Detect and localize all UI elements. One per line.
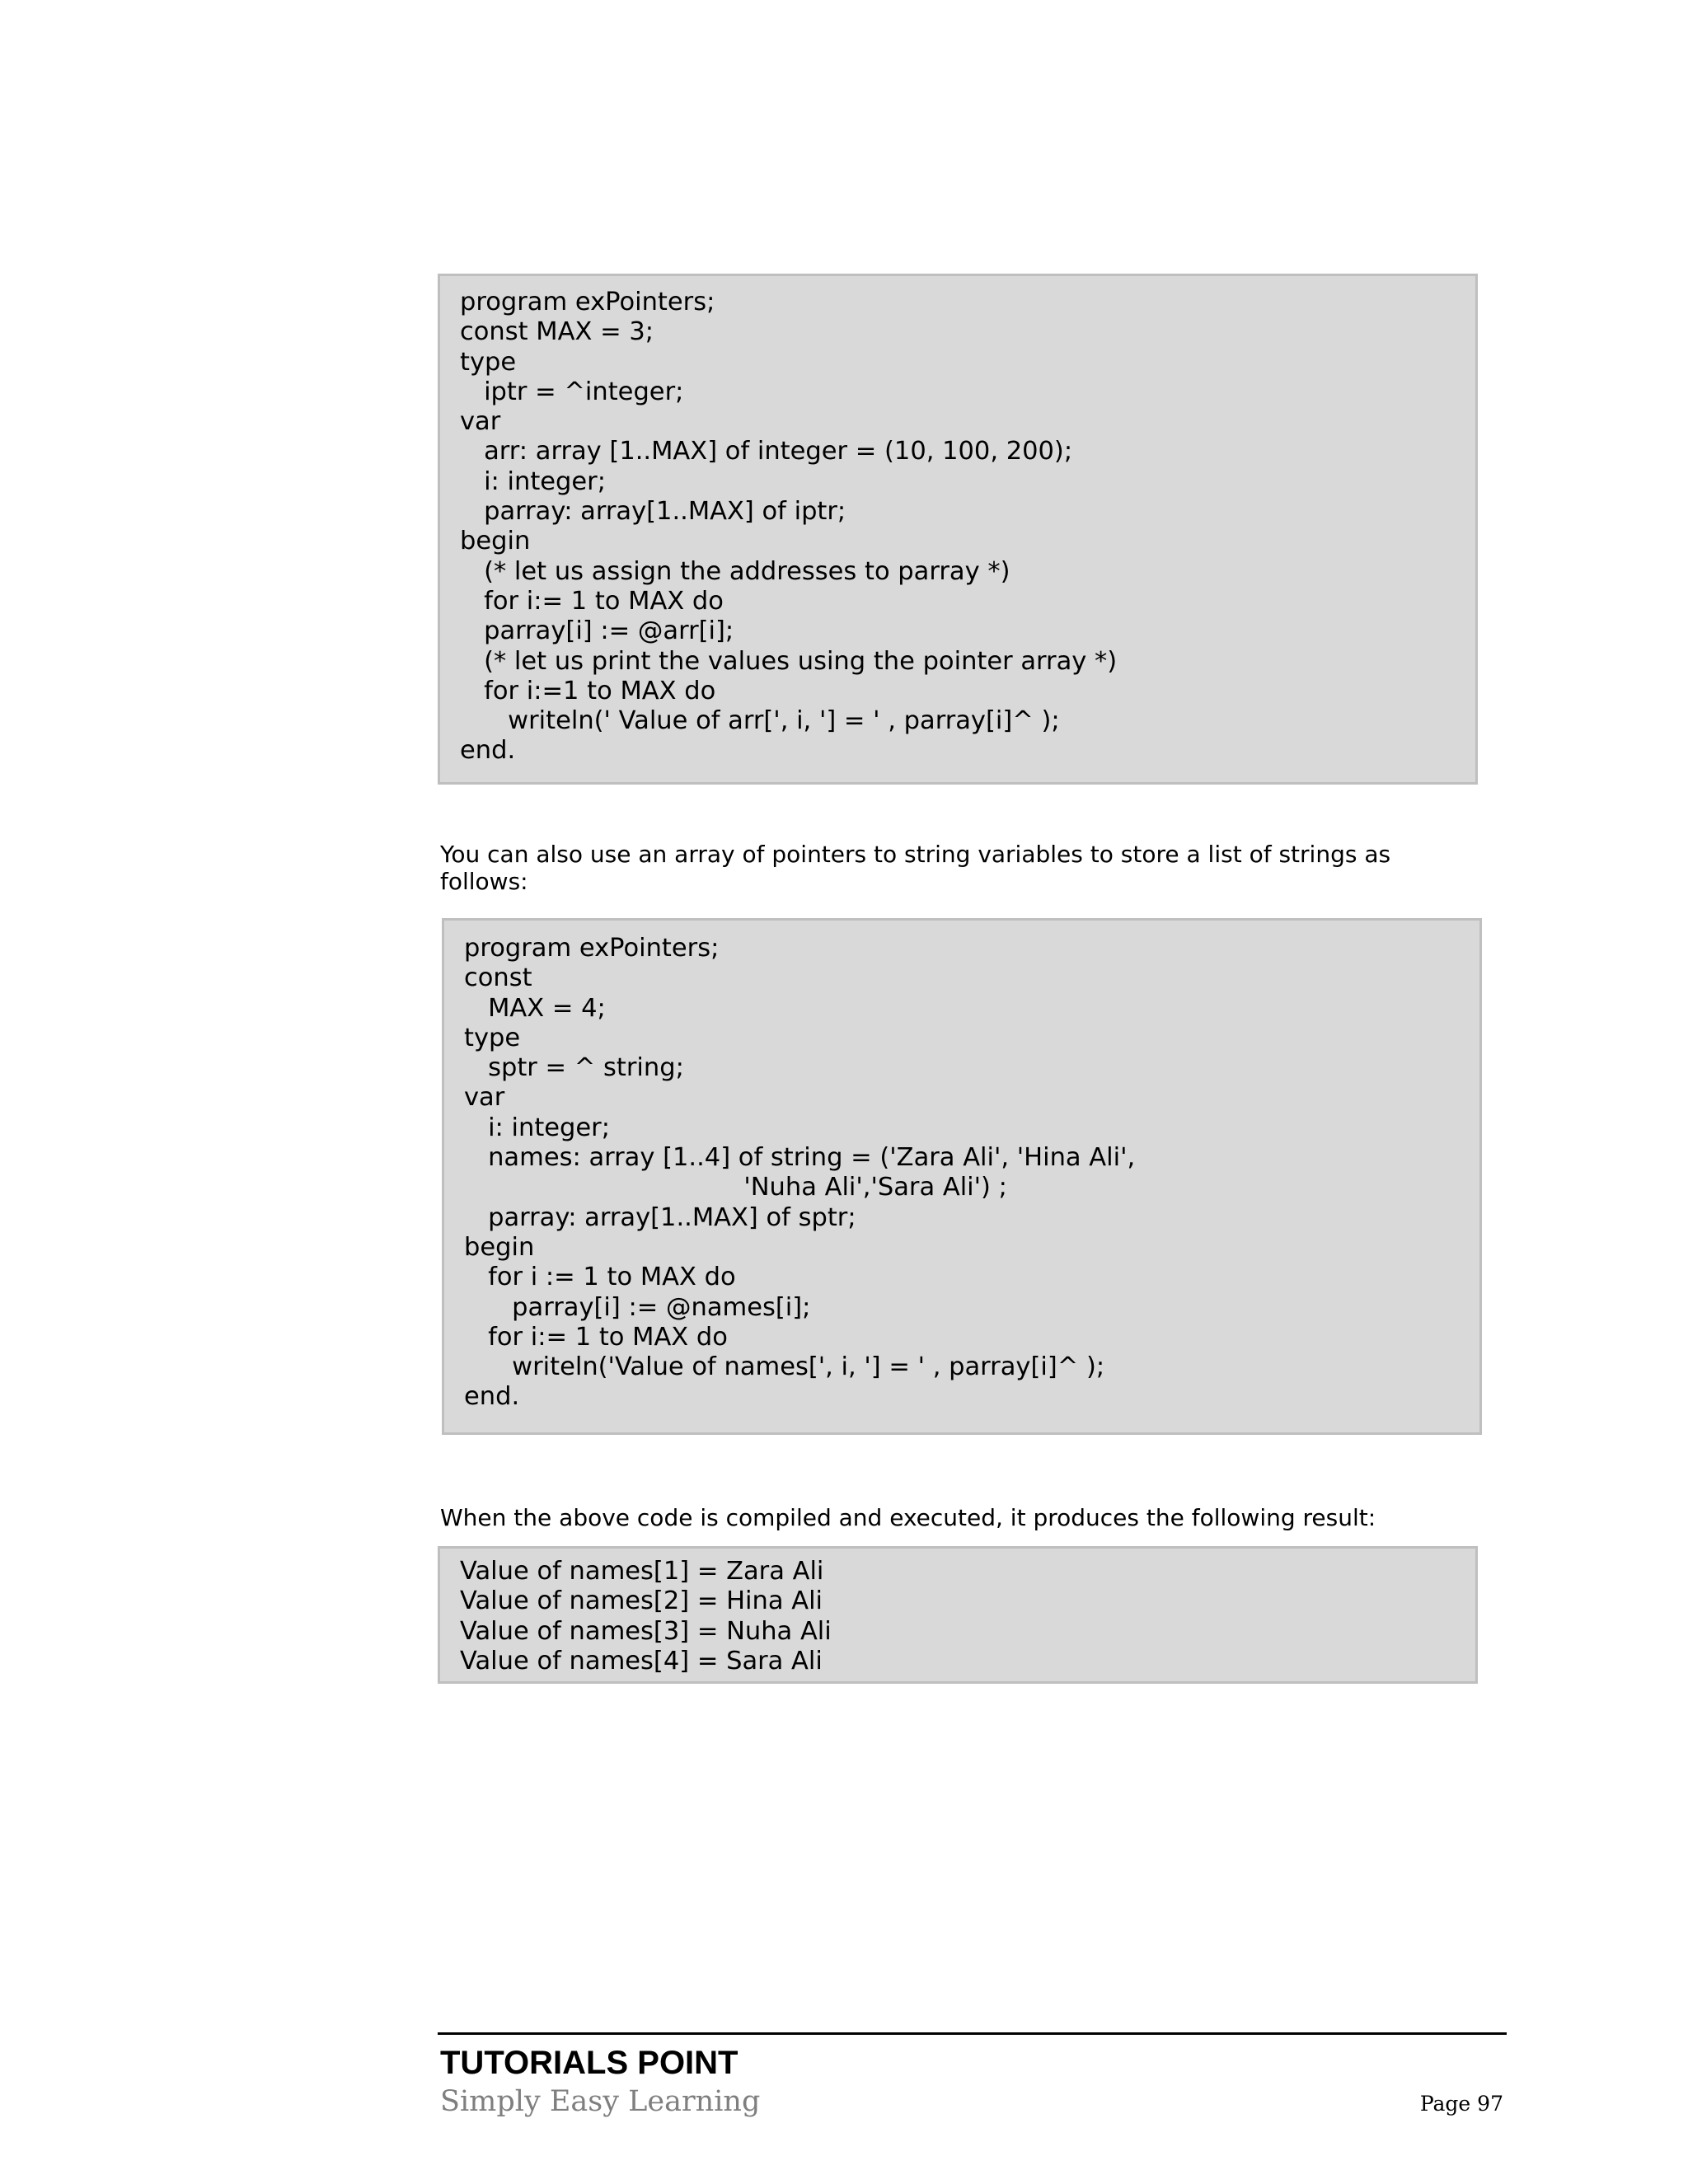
page-number: Page 97 bbox=[1419, 2092, 1503, 2116]
code-block-string-pointer-array: program exPointers; const MAX = 4; type sptr = ^ string; var i: integer; names: array [1..4] of string = ('Zara Ali', 'Hina Ali', 'Nuha Ali','Sara Ali') ; parray: array[1..MAX] of sptr; begin for i := 1 to MAX do parray[i] := @names[i]; for i:= 1 to MAX do writeln('Value of names[', i, '] = ' , parray[i]^ ); end. bbox=[442, 918, 1482, 1435]
footer-tagline: Simply Easy Learning bbox=[440, 2085, 761, 2118]
footer-brand: TUTORIALS POINT bbox=[440, 2045, 738, 2081]
code-block-pointer-array: program exPointers; const MAX = 3; type iptr = ^integer; var arr: array [1..MAX] of integer = (10, 100, 200); i: integer; parray: array[1..MAX] of iptr; begin (* let us assign the addresses to parray *) for i:= 1 to MAX do parray[i] := @arr[i]; (* let us print the values using the pointer array *) for i:=1 to MAX do writeln(' Value of arr[', i, '] = ' , parray[i]^ ); end. bbox=[438, 274, 1478, 785]
output-block: Value of names[1] = Zara Ali Value of names[2] = Hina Ali Value of names[3] = Nuha Ali Value of names[4] = Sara Ali bbox=[438, 1546, 1478, 1684]
paragraph-result-intro: When the above code is compiled and executed, it produces the following result: bbox=[440, 1504, 1376, 1531]
paragraph-string-pointers-intro: You can also use an array of pointers to string variables to store a list of strings as follows: bbox=[440, 841, 1391, 895]
footer-divider bbox=[438, 2032, 1507, 2035]
